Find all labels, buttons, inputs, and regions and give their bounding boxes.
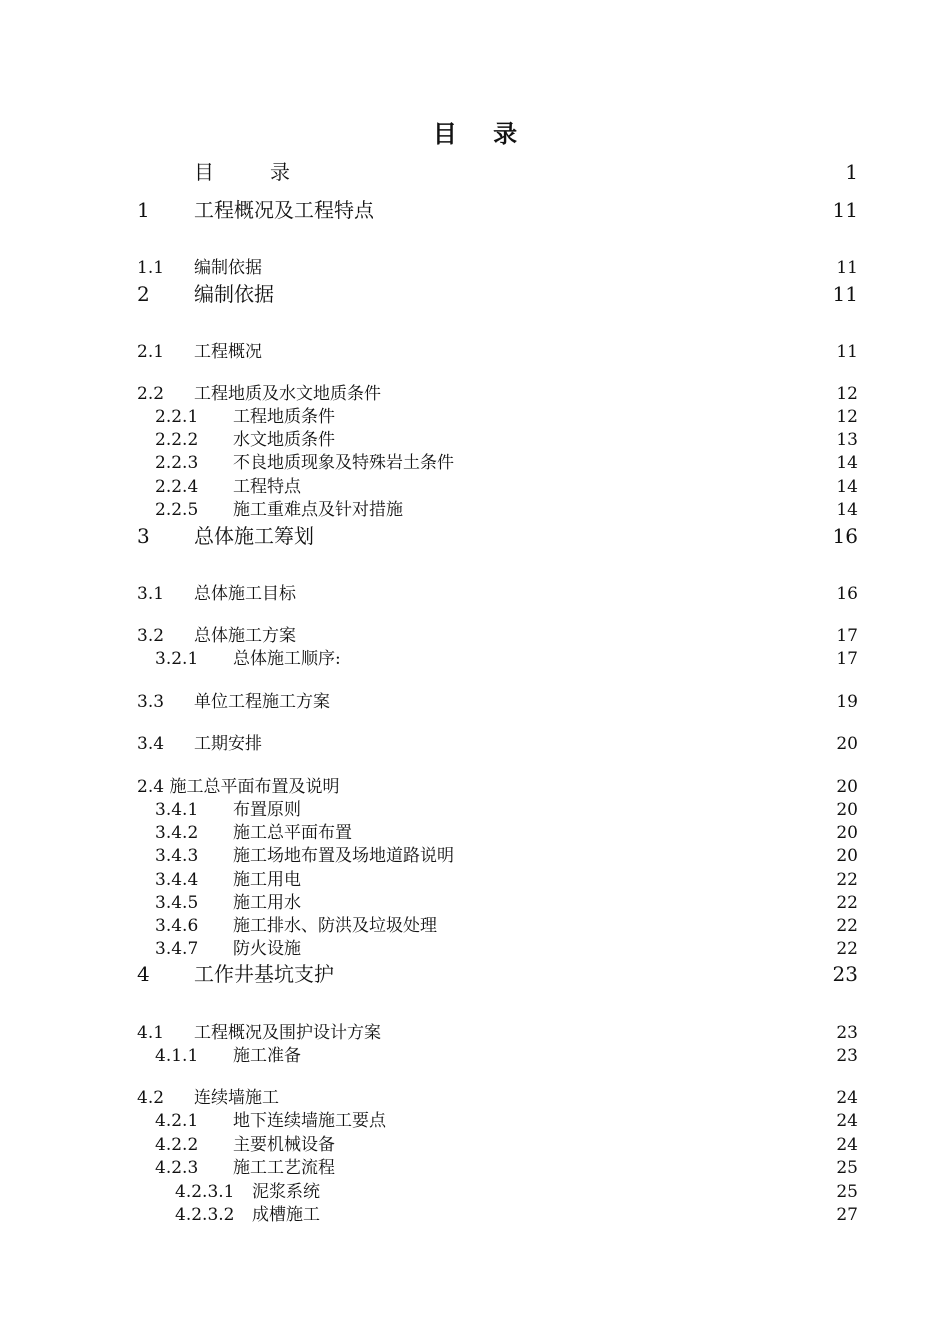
toc-entry-label: 工作井基坑支护 (194, 962, 334, 986)
toc-entry-label: 工程概况及工程特点 (194, 198, 374, 222)
toc-entry-page: 20 (836, 846, 858, 866)
toc-entry-label: 地下连续墙施工要点 (233, 1111, 386, 1131)
toc-entry[interactable] (0, 624, 950, 648)
toc-entry[interactable] (0, 775, 950, 799)
toc-entry-number: 4.1.1 (155, 1046, 199, 1066)
toc-entry-label: 施工准备 (233, 1046, 301, 1066)
toc-entry[interactable] (0, 198, 950, 222)
toc-entry[interactable] (0, 405, 950, 429)
toc-entry-number: 3.4.6 (155, 916, 199, 936)
toc-entry-number: 4 (137, 962, 150, 986)
toc-entry[interactable] (0, 732, 950, 756)
toc-entry-number: 3.4.2 (155, 823, 199, 843)
toc-entry-label: 编制依据 (194, 282, 274, 306)
toc-entry-page: 11 (832, 198, 858, 222)
toc-entry-number: 2 (137, 282, 150, 306)
toc-entry[interactable] (0, 962, 950, 986)
toc-entry[interactable] (0, 690, 950, 714)
toc-entry-page: 11 (836, 342, 858, 362)
toc-entry-number: 4.2 (137, 1088, 165, 1108)
toc-entry[interactable] (0, 582, 950, 606)
toc-entry-label: 工程概况及围护设计方案 (194, 1023, 381, 1043)
toc-entry-number: 4.2.1 (155, 1111, 199, 1131)
toc-entry-page: 1 (845, 160, 858, 184)
toc-entry[interactable] (0, 937, 950, 961)
toc-entry-number: 1 (137, 198, 150, 222)
toc-entry[interactable] (0, 914, 950, 938)
toc-entry-number: 3.4.4 (155, 870, 199, 890)
toc-entry-page: 14 (836, 477, 858, 497)
toc-entry[interactable] (0, 282, 950, 306)
toc-entry-page: 23 (836, 1046, 858, 1066)
toc-entry-label: 单位工程施工方案 (194, 692, 330, 712)
toc-entry[interactable] (0, 428, 950, 452)
toc-entry[interactable] (0, 868, 950, 892)
toc-entry[interactable] (0, 1180, 950, 1204)
toc-entry-number: 3.1 (137, 584, 165, 604)
toc-entry-number: 2.2 (137, 384, 165, 404)
toc-entry-number: 3 (137, 524, 150, 548)
toc-entry-page: 23 (832, 962, 858, 986)
toc-entry-label: 工程概况 (194, 342, 262, 362)
toc-entry-page: 11 (836, 258, 858, 278)
toc-entry[interactable] (0, 1203, 950, 1227)
toc-entry-number: 3.4 (137, 734, 165, 754)
toc-entry[interactable] (0, 382, 950, 406)
toc-entry[interactable] (0, 891, 950, 915)
toc-entry-page: 11 (832, 282, 858, 306)
toc-entry-label: 施工排水、防洪及垃圾处理 (233, 916, 437, 936)
toc-entry-page: 20 (836, 800, 858, 820)
toc-entry-number: 2.1 (137, 342, 165, 362)
toc-entry-number: 3.3 (137, 692, 165, 712)
toc-entry-label: 2.4 施工总平面布置及说明 (137, 777, 340, 797)
toc-entry-page: 16 (832, 524, 858, 548)
toc-entry-label: 工程地质条件 (233, 407, 335, 427)
toc-entry-label: 施工用水 (233, 893, 301, 913)
toc-entry-label: 工期安排 (194, 734, 262, 754)
toc-entry-page: 25 (836, 1182, 858, 1202)
toc-entry-label: 目 录 (194, 160, 308, 184)
toc-entry[interactable] (0, 160, 950, 184)
toc-entry-label: 总体施工顺序: (233, 649, 341, 669)
toc-entry-page: 13 (836, 430, 858, 450)
toc-entry-page: 25 (836, 1158, 858, 1178)
toc-entry-label: 施工用电 (233, 870, 301, 890)
toc-entry-number: 3.4.1 (155, 800, 199, 820)
toc-entry-number: 3.2.1 (155, 649, 199, 669)
toc-entry-number: 2.2.4 (155, 477, 199, 497)
toc-entry-number: 4.2.2 (155, 1135, 199, 1155)
toc-entry-page: 20 (836, 734, 858, 754)
page-title: 目 录 (432, 119, 532, 148)
toc-entry-label: 施工场地布置及场地道路说明 (233, 846, 454, 866)
toc-entry-page: 23 (836, 1023, 858, 1043)
toc-entry-label: 施工总平面布置 (233, 823, 352, 843)
toc-entry-label: 水文地质条件 (233, 430, 335, 450)
toc-entry-page: 20 (836, 777, 858, 797)
toc-entry-number: 3.4.5 (155, 893, 199, 913)
toc-entry-page: 14 (836, 453, 858, 473)
toc-entry[interactable] (0, 1133, 950, 1157)
toc-entry-page: 17 (836, 649, 858, 669)
toc-entry-number: 3.2 (137, 626, 165, 646)
toc-entry-number: 1.1 (137, 258, 165, 278)
toc-entry[interactable] (0, 1086, 950, 1110)
toc-entry-label: 总体施工筹划 (194, 524, 314, 548)
toc-entry-label: 编制依据 (194, 258, 262, 278)
toc-entry-label: 施工重难点及针对措施 (233, 500, 403, 520)
toc-entry-page: 24 (836, 1111, 858, 1131)
toc-entry-label: 总体施工目标 (194, 584, 296, 604)
toc-entry-number: 2.2.5 (155, 500, 199, 520)
toc-entry-page: 24 (836, 1135, 858, 1155)
toc-entry-label: 总体施工方案 (194, 626, 296, 646)
toc-entry-label: 连续墙施工 (194, 1088, 279, 1108)
toc-entry[interactable] (0, 524, 950, 548)
toc-entry-number: 4.2.3.2 (175, 1205, 235, 1225)
toc-entry-page: 12 (836, 407, 858, 427)
toc-entry-label: 泥浆系统 (252, 1182, 320, 1202)
toc-entry-number: 3.4.7 (155, 939, 199, 959)
toc-entry-page: 16 (836, 584, 858, 604)
toc-entry[interactable] (0, 1156, 950, 1180)
toc-entry[interactable] (0, 1109, 950, 1133)
toc-entry-page: 22 (836, 870, 858, 890)
toc-entry[interactable] (0, 1044, 950, 1068)
toc-entry-page: 27 (836, 1205, 858, 1225)
toc-entry-page: 24 (836, 1088, 858, 1108)
toc-entry-number: 4.1 (137, 1023, 165, 1043)
toc-entry-number: 4.2.3 (155, 1158, 199, 1178)
toc-entry[interactable] (0, 1021, 950, 1045)
toc-entry-label: 工程特点 (233, 477, 301, 497)
toc-entry[interactable] (0, 647, 950, 671)
toc-entry-number: 2.2.1 (155, 407, 199, 427)
toc-entry-label: 不良地质现象及特殊岩土条件 (233, 453, 454, 473)
toc-entry-page: 14 (836, 500, 858, 520)
toc-entry[interactable] (0, 451, 950, 475)
toc-entry-page: 22 (836, 939, 858, 959)
toc-entry-page: 20 (836, 823, 858, 843)
toc-entry[interactable] (0, 798, 950, 822)
toc-entry-page: 17 (836, 626, 858, 646)
toc-entry-label: 施工工艺流程 (233, 1158, 335, 1178)
toc-entry-page: 22 (836, 893, 858, 913)
toc-entry[interactable] (0, 498, 950, 522)
toc-entry-label: 主要机械设备 (233, 1135, 335, 1155)
toc-entry[interactable] (0, 256, 950, 280)
toc-entry[interactable] (0, 340, 950, 364)
toc-entry-number: 4.2.3.1 (175, 1182, 235, 1202)
toc-entry-number: 2.2.2 (155, 430, 199, 450)
toc-entry-label: 成槽施工 (252, 1205, 320, 1225)
toc-entry-page: 22 (836, 916, 858, 936)
toc-entry[interactable] (0, 821, 950, 845)
toc-entry-number: 2.2.3 (155, 453, 199, 473)
toc-entry[interactable] (0, 475, 950, 499)
toc-entry-label: 防火设施 (233, 939, 301, 959)
toc-entry-number: 3.4.3 (155, 846, 199, 866)
toc-entry[interactable] (0, 844, 950, 868)
toc-entry-page: 19 (836, 692, 858, 712)
toc-entry-label: 工程地质及水文地质条件 (194, 384, 381, 404)
toc-entry-page: 12 (836, 384, 858, 404)
toc-entry-label: 布置原则 (233, 800, 301, 820)
